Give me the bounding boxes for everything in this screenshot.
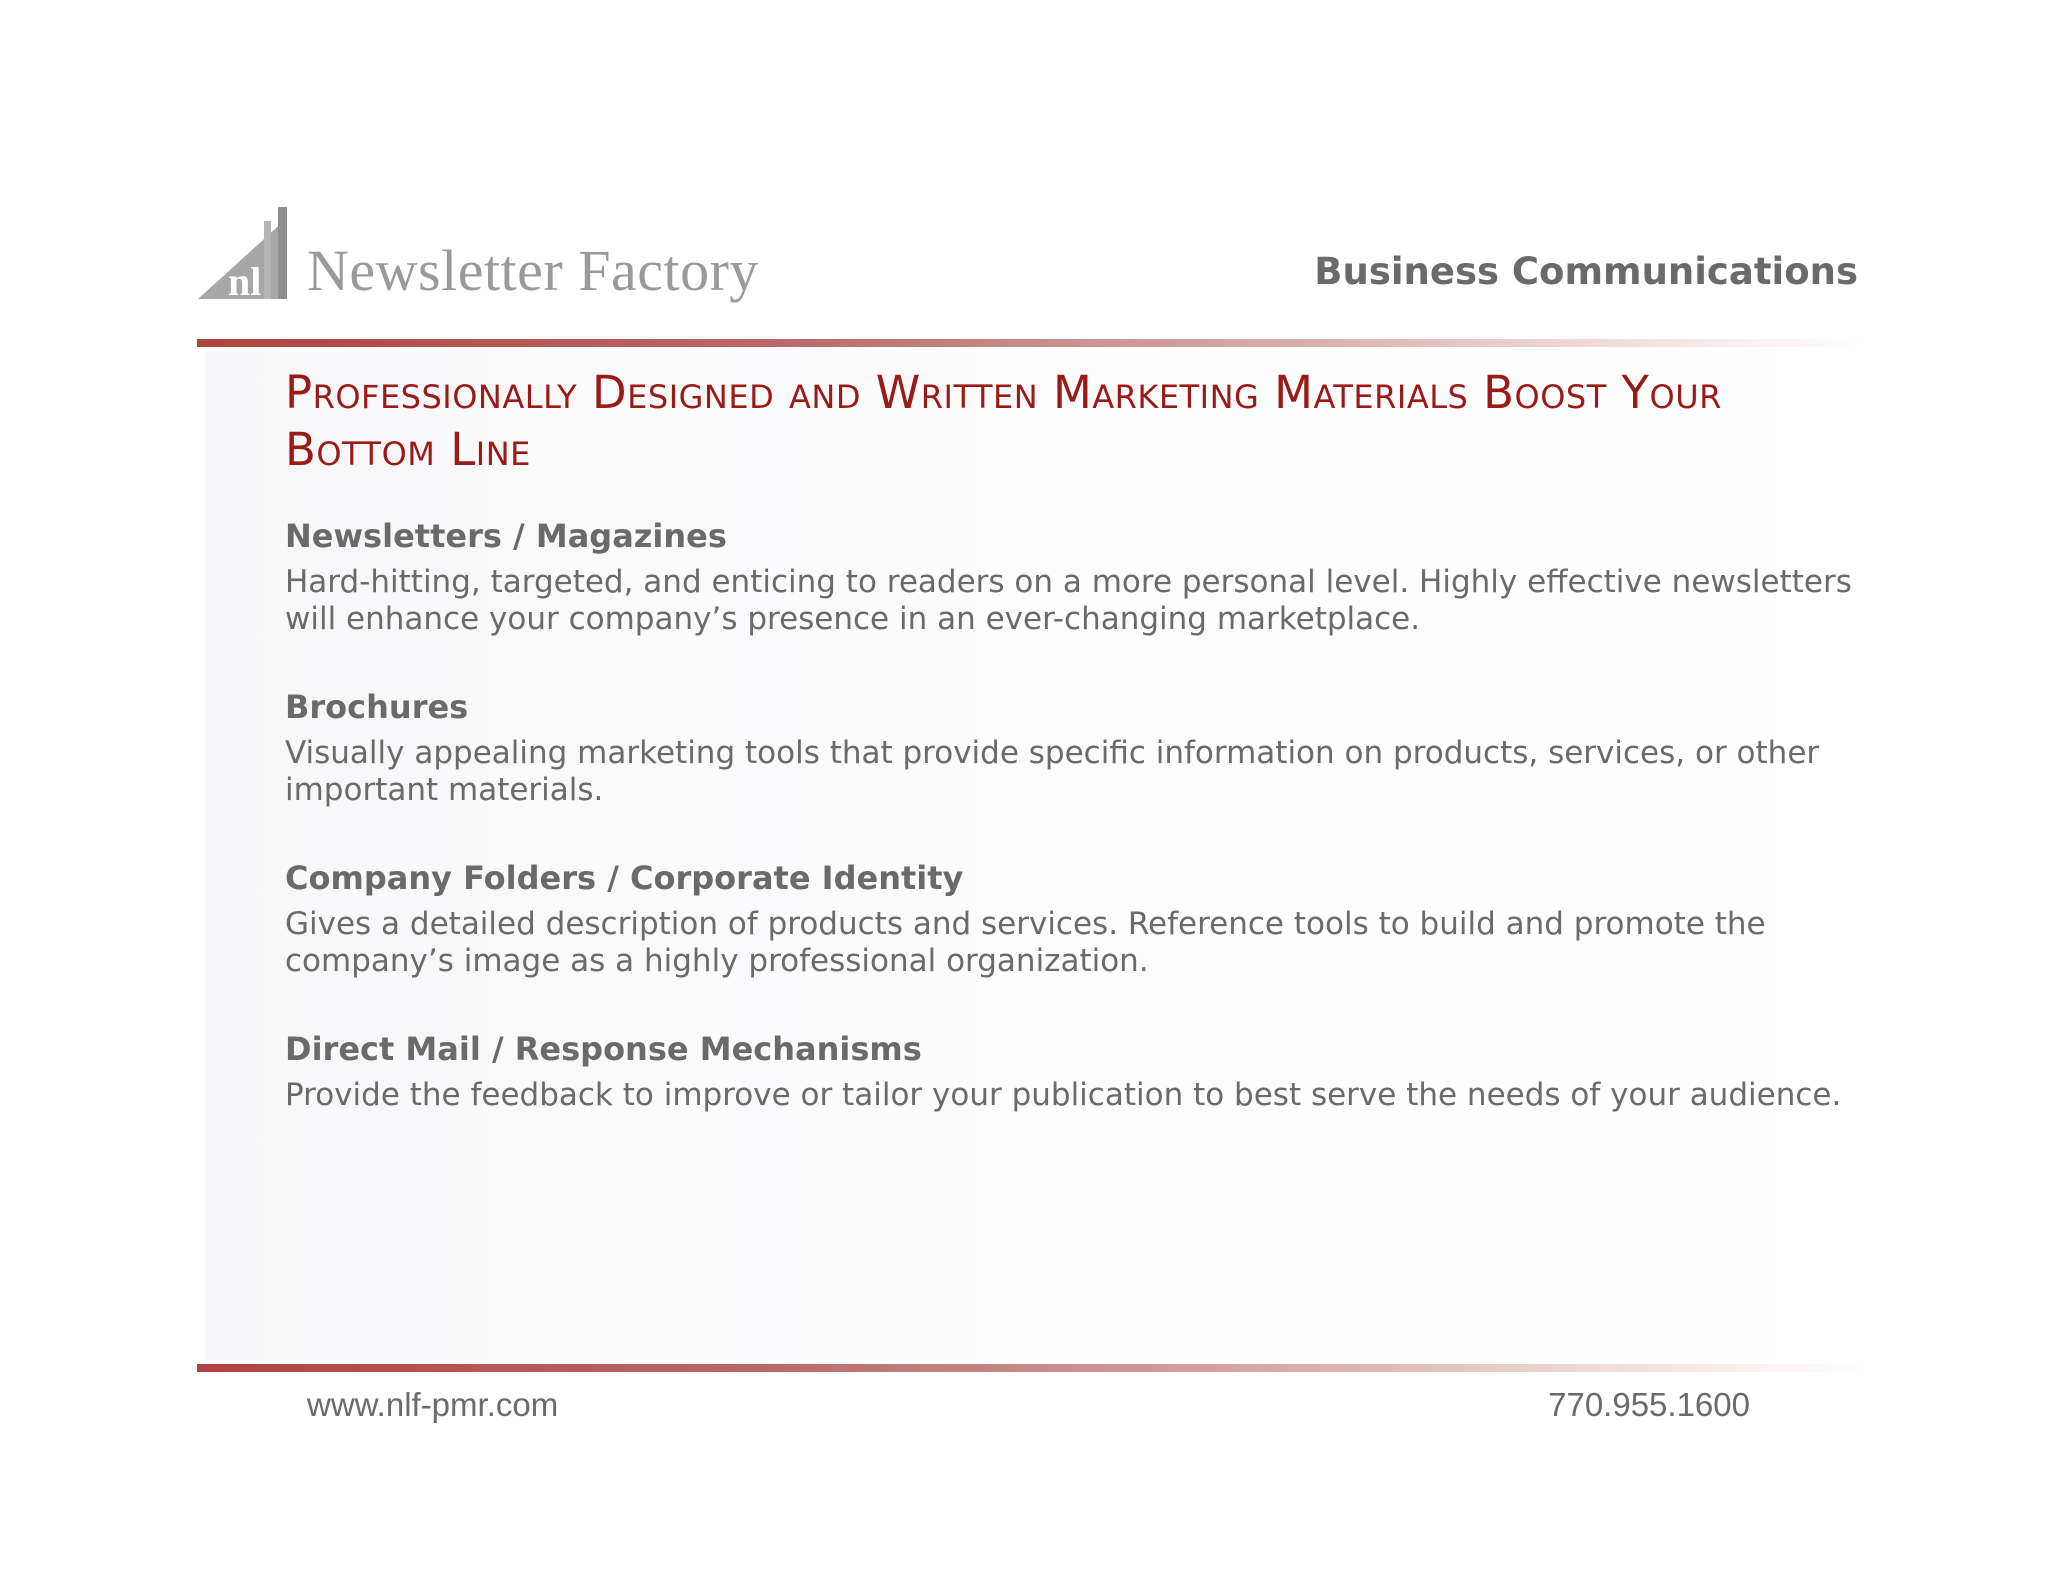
service-section (285, 514, 1885, 638)
section-title: Brochures (285, 688, 469, 726)
service-section (285, 856, 1885, 980)
service-section (285, 685, 1885, 809)
section-body: Provide the feedback to improve or tailor your publication to best serve the needs of your audience. (285, 1077, 1842, 1113)
bottom-divider (197, 1364, 1862, 1372)
section-title: Newsletters / Magazines (285, 517, 727, 555)
brand-logo (198, 192, 759, 312)
brand-name: Newsletter Factory (307, 238, 759, 303)
section-title: Company Folders / Corporate Identity (285, 859, 964, 897)
section-title: Direct Mail / Response Mechanisms (285, 1030, 922, 1068)
section-body: Hard-hitting, targeted, and enticing to readers on a more personal level. Highly effective newsletters will enhance your company’s presence in an ever-changing marketplace. (285, 564, 1852, 637)
bar-chart-logo-icon (198, 207, 293, 312)
section-body: Visually appealing marketing tools that provide specific information on products, services, or other important materials. (285, 735, 1820, 808)
service-list (285, 514, 1885, 1161)
phone-number: 770.955.1600 (1548, 1386, 1750, 1423)
section-body: Gives a detailed description of products and services. Reference tools to build and promote the company’s image as a highly professional organization. (285, 906, 1766, 979)
header-title: Business Communications (1314, 250, 1858, 293)
website-url: www.nlf-pmr.com (307, 1386, 559, 1423)
page-headline: Professionally Designed and Written Marketing Materials Boost Your Bottom Line (285, 366, 1722, 476)
top-divider (197, 339, 1862, 347)
service-section (285, 1027, 1885, 1114)
logo-mark-text: nl (228, 259, 262, 304)
